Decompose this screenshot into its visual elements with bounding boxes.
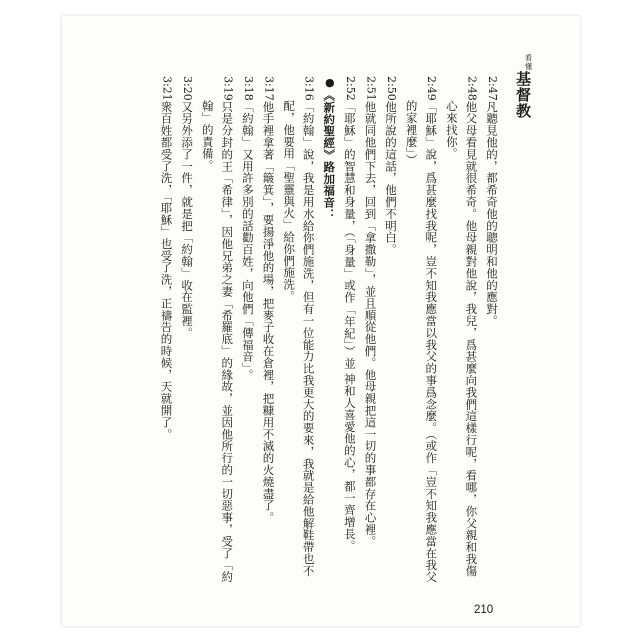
verse-text: 他手裡拿著「簸箕」，要揚淨他的場，把麥子收在倉裡，把糠用不滅的火燒盡了。 [261, 100, 276, 524]
verse-text: 又另外添了一件，就是把「約翰」收在監裡。 [180, 100, 195, 339]
verse-line [177, 76, 198, 586]
verse-line [441, 76, 481, 586]
verse-text: 「約翰」又用許多別的話勸百姓，向他們「傳福音」。 [240, 100, 255, 381]
verse-text: 他父母看見就很希奇。他母親對他說，我兒，爲甚麼向我們這樣行呢，看哪，你父親和我傷心來找你。 [444, 100, 479, 577]
verse-number: 2:50 [385, 76, 399, 101]
body-text [130, 76, 502, 586]
verse-line [278, 76, 318, 586]
verse-line [360, 76, 381, 586]
verse-number: 2:52 [343, 76, 357, 101]
verse-line [481, 76, 502, 586]
header-title: 基督教 [514, 71, 532, 119]
verse-number: 3:20 [181, 76, 195, 101]
verse-text: 衆百姓都受了洗，「耶穌」也受了洗，正禱告的時候，天就開了。 [159, 100, 174, 441]
verse-text: 他所說的這話，他們不明白。 [384, 100, 399, 256]
verse-text: 他就同他們下去，回到「拿撒勒」，並且順從他們。他母親把這一切的事都存在心裡。 [363, 100, 378, 548]
header-subtitle: 看懂 [524, 54, 533, 71]
section-heading [319, 76, 340, 586]
verse-number: 3:21 [160, 76, 174, 101]
verse-text: 「耶穌」的智慧和身量，（「身量」或作「年紀」）並 神和人喜愛他的心，都一齊增長。 [342, 100, 357, 552]
verse-number: 3:19 [221, 76, 235, 101]
verse-text: 「約翰」說，我是用水給你們施洗，但有一位能力比我更大的要來，我就是給他解鞋帶也不配，他要用「聖靈與火」給你們施洗。 [282, 100, 316, 577]
verse-text: 凡聽見他的，都希奇他的聰明和他的應對。 [485, 100, 499, 327]
verse-number: 3:17 [262, 76, 276, 101]
verse-number: 3:16 [302, 76, 316, 101]
verse-line [339, 76, 360, 586]
verse-line [401, 76, 441, 586]
verse-number: 2:49 [425, 76, 439, 101]
verse-number: 2:47 [486, 76, 499, 101]
verse-line [380, 76, 401, 586]
verse-line [156, 76, 177, 586]
verse-line [237, 76, 258, 586]
page-number: 210 [474, 604, 494, 616]
bullet-icon: ● [323, 76, 337, 90]
section-heading-text: 《新約聖經》路加福音： [322, 89, 337, 221]
verse-number: 2:48 [465, 76, 479, 101]
verse-number: 3:18 [241, 76, 255, 101]
verse-number: 2:51 [364, 76, 378, 101]
verse-text: 「耶穌」說，爲甚麼找我呢，豈不知我應當以我父的事爲念麼。（或作「豈不知我應當在我父的家裡麼」） [404, 100, 439, 583]
running-header [513, 54, 534, 119]
verse-text: 只是分封的王「希律」，因他兄弟之妻「希羅底」的緣故，並因他所行的一切惡事，受了「約翰」的責備。 [200, 100, 235, 583]
verse-line [197, 76, 237, 586]
verse-line [258, 76, 279, 586]
